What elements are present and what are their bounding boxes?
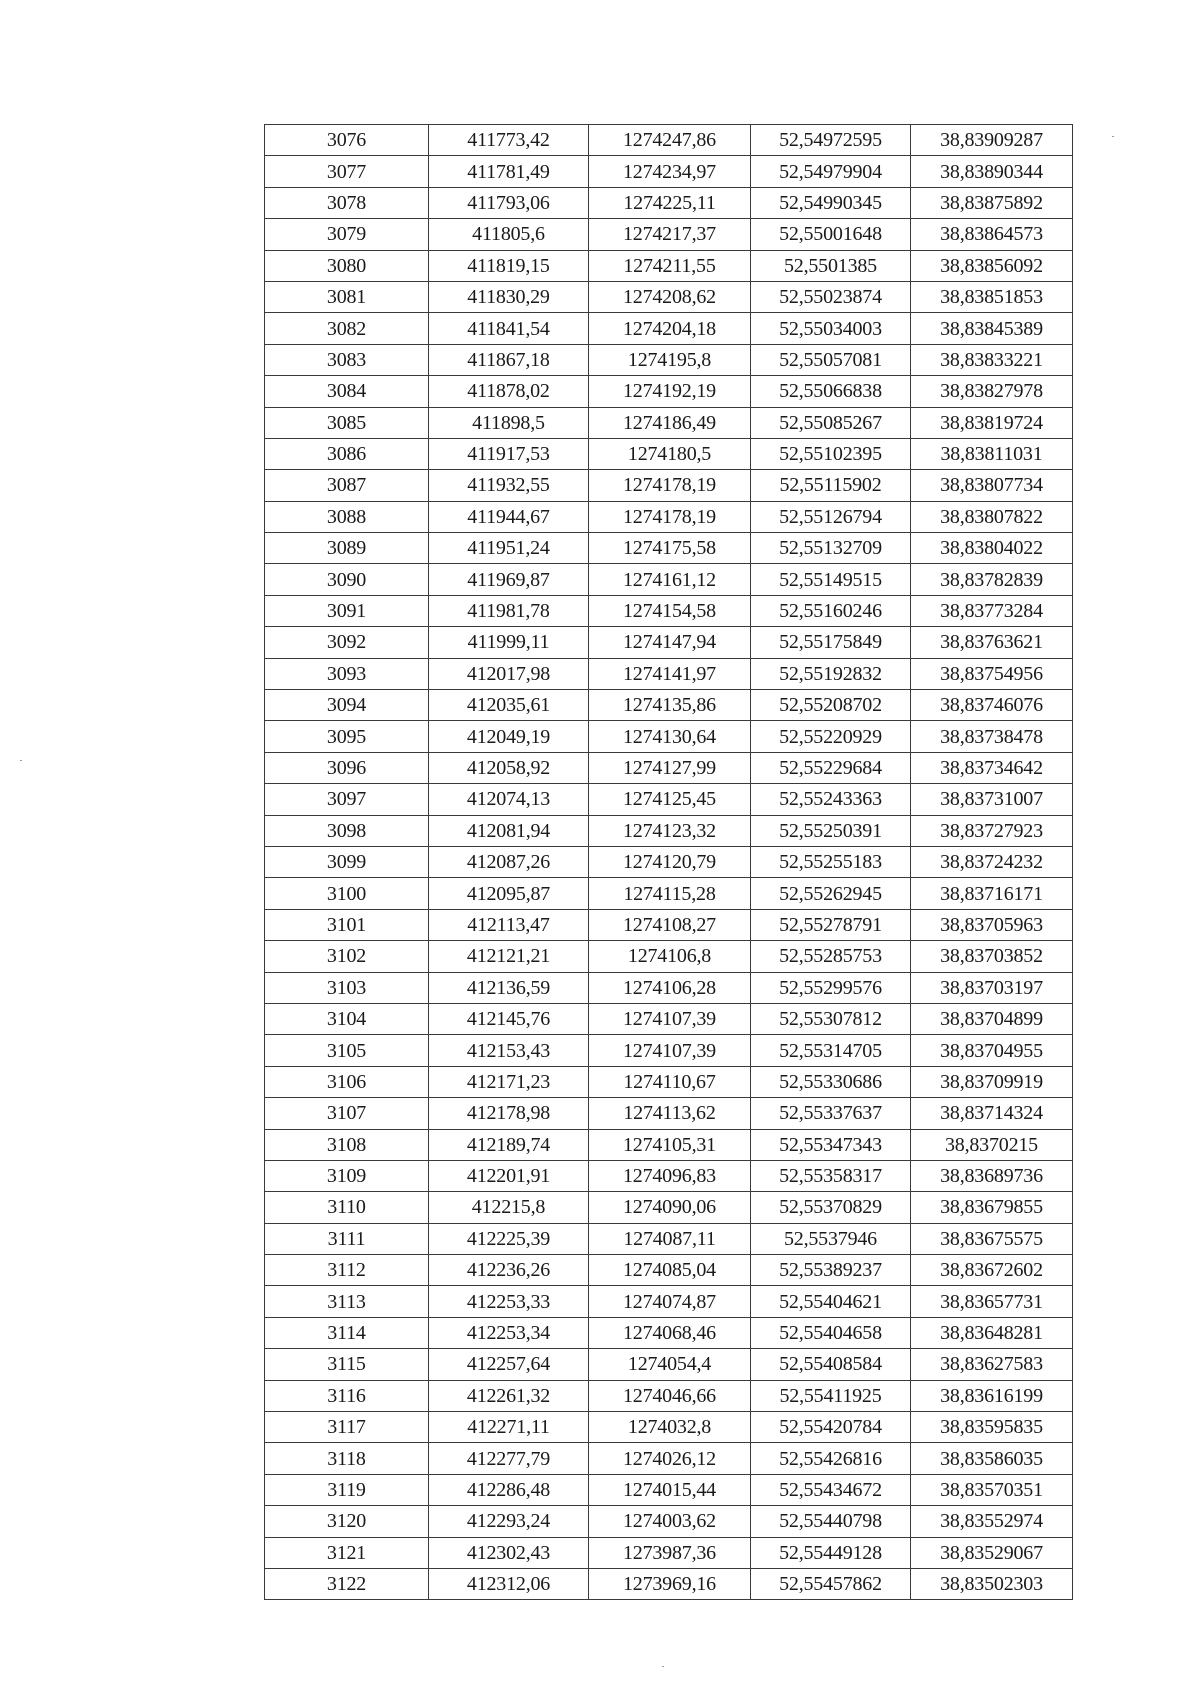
table-row (265, 1035, 1073, 1066)
y-coordinate-cell: 1274115,28 (589, 878, 751, 909)
point-number-cell: 3107 (265, 1098, 429, 1129)
longitude-cell: 38,83724232 (911, 846, 1073, 877)
x-coordinate-cell: 412302,43 (429, 1537, 589, 1568)
table-row (265, 344, 1073, 375)
longitude-cell: 38,83875892 (911, 187, 1073, 218)
latitude-cell: 52,54990345 (751, 187, 911, 218)
latitude-cell: 52,55370829 (751, 1192, 911, 1223)
y-coordinate-cell: 1274015,44 (589, 1474, 751, 1505)
longitude-cell: 38,83714324 (911, 1098, 1073, 1129)
y-coordinate-cell: 1274208,62 (589, 281, 751, 312)
point-number-cell: 3085 (265, 407, 429, 438)
y-coordinate-cell: 1274123,32 (589, 815, 751, 846)
y-coordinate-cell: 1274074,87 (589, 1286, 751, 1317)
table-row (265, 470, 1073, 501)
x-coordinate-cell: 411944,67 (429, 501, 589, 532)
point-number-cell: 3097 (265, 784, 429, 815)
table-row (265, 658, 1073, 689)
table-row (265, 1286, 1073, 1317)
longitude-cell: 38,83627583 (911, 1349, 1073, 1380)
latitude-cell: 52,55102395 (751, 438, 911, 469)
longitude-cell: 38,83570351 (911, 1474, 1073, 1505)
latitude-cell: 52,55299576 (751, 972, 911, 1003)
point-number-cell: 3077 (265, 156, 429, 187)
x-coordinate-cell: 412201,91 (429, 1160, 589, 1191)
longitude-cell: 38,83864573 (911, 219, 1073, 250)
y-coordinate-cell: 1274147,94 (589, 627, 751, 658)
point-number-cell: 3118 (265, 1443, 429, 1474)
coordinates-table-body (265, 125, 1073, 1600)
point-number-cell: 3115 (265, 1349, 429, 1380)
latitude-cell: 52,55229684 (751, 752, 911, 783)
x-coordinate-cell: 411773,42 (429, 125, 589, 156)
x-coordinate-cell: 411805,6 (429, 219, 589, 250)
x-coordinate-cell: 411932,55 (429, 470, 589, 501)
y-coordinate-cell: 1274127,99 (589, 752, 751, 783)
longitude-cell: 38,83679855 (911, 1192, 1073, 1223)
point-number-cell: 3113 (265, 1286, 429, 1317)
point-number-cell: 3098 (265, 815, 429, 846)
table-row (265, 1537, 1073, 1568)
point-number-cell: 3080 (265, 250, 429, 281)
table-row (265, 1412, 1073, 1443)
latitude-cell: 52,55255183 (751, 846, 911, 877)
longitude-cell: 38,83807734 (911, 470, 1073, 501)
latitude-cell: 52,55192832 (751, 658, 911, 689)
latitude-cell: 52,54979904 (751, 156, 911, 187)
table-row (265, 1349, 1073, 1380)
x-coordinate-cell: 411841,54 (429, 313, 589, 344)
table-row (265, 972, 1073, 1003)
y-coordinate-cell: 1274032,8 (589, 1412, 751, 1443)
table-row (265, 595, 1073, 626)
table-row (265, 125, 1073, 156)
longitude-cell: 38,83782839 (911, 564, 1073, 595)
point-number-cell: 3105 (265, 1035, 429, 1066)
point-number-cell: 3081 (265, 281, 429, 312)
longitude-cell: 38,83704955 (911, 1035, 1073, 1066)
point-number-cell: 3089 (265, 533, 429, 564)
latitude-cell: 52,55262945 (751, 878, 911, 909)
table-row (265, 941, 1073, 972)
point-number-cell: 3076 (265, 125, 429, 156)
y-coordinate-cell: 1273987,36 (589, 1537, 751, 1568)
longitude-cell: 38,83552974 (911, 1506, 1073, 1537)
x-coordinate-cell: 411898,5 (429, 407, 589, 438)
latitude-cell: 52,54972595 (751, 125, 911, 156)
latitude-cell: 52,55001648 (751, 219, 911, 250)
x-coordinate-cell: 412095,87 (429, 878, 589, 909)
table-row (265, 501, 1073, 532)
x-coordinate-cell: 412189,74 (429, 1129, 589, 1160)
y-coordinate-cell: 1274068,46 (589, 1317, 751, 1348)
y-coordinate-cell: 1274192,19 (589, 376, 751, 407)
table-row (265, 438, 1073, 469)
longitude-cell: 38,83754956 (911, 658, 1073, 689)
table-row (265, 1003, 1073, 1034)
longitude-cell: 38,8370215 (911, 1129, 1073, 1160)
latitude-cell: 52,55404658 (751, 1317, 911, 1348)
longitude-cell: 38,83856092 (911, 250, 1073, 281)
latitude-cell: 52,55411925 (751, 1380, 911, 1411)
table-row (265, 909, 1073, 940)
point-number-cell: 3091 (265, 595, 429, 626)
x-coordinate-cell: 411819,15 (429, 250, 589, 281)
longitude-cell: 38,83716171 (911, 878, 1073, 909)
y-coordinate-cell: 1274225,11 (589, 187, 751, 218)
scan-speck (1112, 136, 1114, 137)
latitude-cell: 52,55034003 (751, 313, 911, 344)
x-coordinate-cell: 412113,47 (429, 909, 589, 940)
table-row (265, 1317, 1073, 1348)
y-coordinate-cell: 1274120,79 (589, 846, 751, 877)
x-coordinate-cell: 411981,78 (429, 595, 589, 626)
point-number-cell: 3104 (265, 1003, 429, 1034)
longitude-cell: 38,83734642 (911, 752, 1073, 783)
y-coordinate-cell: 1274108,27 (589, 909, 751, 940)
longitude-cell: 38,83851853 (911, 281, 1073, 312)
y-coordinate-cell: 1274130,64 (589, 721, 751, 752)
point-number-cell: 3086 (265, 438, 429, 469)
y-coordinate-cell: 1274106,28 (589, 972, 751, 1003)
latitude-cell: 52,55408584 (751, 1349, 911, 1380)
y-coordinate-cell: 1274247,86 (589, 125, 751, 156)
table-row (265, 815, 1073, 846)
longitude-cell: 38,83689736 (911, 1160, 1073, 1191)
y-coordinate-cell: 1274211,55 (589, 250, 751, 281)
y-coordinate-cell: 1274154,58 (589, 595, 751, 626)
y-coordinate-cell: 1274107,39 (589, 1035, 751, 1066)
latitude-cell: 52,55434672 (751, 1474, 911, 1505)
table-row (265, 533, 1073, 564)
latitude-cell: 52,55337637 (751, 1098, 911, 1129)
longitude-cell: 38,83648281 (911, 1317, 1073, 1348)
point-number-cell: 3096 (265, 752, 429, 783)
y-coordinate-cell: 1274178,19 (589, 470, 751, 501)
latitude-cell: 52,55160246 (751, 595, 911, 626)
x-coordinate-cell: 412058,92 (429, 752, 589, 783)
latitude-cell: 52,5501385 (751, 250, 911, 281)
latitude-cell: 52,55066838 (751, 376, 911, 407)
y-coordinate-cell: 1274046,66 (589, 1380, 751, 1411)
longitude-cell: 38,83616199 (911, 1380, 1073, 1411)
x-coordinate-cell: 412171,23 (429, 1066, 589, 1097)
x-coordinate-cell: 411793,06 (429, 187, 589, 218)
y-coordinate-cell: 1274125,45 (589, 784, 751, 815)
scan-speck (662, 1666, 664, 1667)
point-number-cell: 3095 (265, 721, 429, 752)
x-coordinate-cell: 412145,76 (429, 1003, 589, 1034)
latitude-cell: 52,55250391 (751, 815, 911, 846)
x-coordinate-cell: 412271,11 (429, 1412, 589, 1443)
longitude-cell: 38,83763621 (911, 627, 1073, 658)
latitude-cell: 52,55358317 (751, 1160, 911, 1191)
latitude-cell: 52,55314705 (751, 1035, 911, 1066)
longitude-cell: 38,83703197 (911, 972, 1073, 1003)
y-coordinate-cell: 1274003,62 (589, 1506, 751, 1537)
longitude-cell: 38,83502303 (911, 1568, 1073, 1599)
latitude-cell: 52,55243363 (751, 784, 911, 815)
x-coordinate-cell: 412312,06 (429, 1568, 589, 1599)
table-row (265, 407, 1073, 438)
latitude-cell: 52,55126794 (751, 501, 911, 532)
x-coordinate-cell: 412087,26 (429, 846, 589, 877)
latitude-cell: 52,55149515 (751, 564, 911, 595)
x-coordinate-cell: 412293,24 (429, 1506, 589, 1537)
point-number-cell: 3087 (265, 470, 429, 501)
longitude-cell: 38,83675575 (911, 1223, 1073, 1254)
table-row (265, 1506, 1073, 1537)
y-coordinate-cell: 1274195,8 (589, 344, 751, 375)
y-coordinate-cell: 1274090,06 (589, 1192, 751, 1223)
longitude-cell: 38,83703852 (911, 941, 1073, 972)
latitude-cell: 52,5537946 (751, 1223, 911, 1254)
table-row (265, 313, 1073, 344)
table-row (265, 376, 1073, 407)
point-number-cell: 3090 (265, 564, 429, 595)
x-coordinate-cell: 412236,26 (429, 1255, 589, 1286)
latitude-cell: 52,55057081 (751, 344, 911, 375)
table-row (265, 1066, 1073, 1097)
y-coordinate-cell: 1274096,83 (589, 1160, 751, 1191)
longitude-cell: 38,83833221 (911, 344, 1073, 375)
table-row (265, 187, 1073, 218)
point-number-cell: 3116 (265, 1380, 429, 1411)
latitude-cell: 52,55389237 (751, 1255, 911, 1286)
point-number-cell: 3078 (265, 187, 429, 218)
longitude-cell: 38,83746076 (911, 690, 1073, 721)
y-coordinate-cell: 1274087,11 (589, 1223, 751, 1254)
x-coordinate-cell: 412049,19 (429, 721, 589, 752)
x-coordinate-cell: 412286,48 (429, 1474, 589, 1505)
y-coordinate-cell: 1274204,18 (589, 313, 751, 344)
x-coordinate-cell: 412178,98 (429, 1098, 589, 1129)
latitude-cell: 52,55404621 (751, 1286, 911, 1317)
y-coordinate-cell: 1274180,5 (589, 438, 751, 469)
latitude-cell: 52,55426816 (751, 1443, 911, 1474)
x-coordinate-cell: 411999,11 (429, 627, 589, 658)
longitude-cell: 38,83827978 (911, 376, 1073, 407)
x-coordinate-cell: 411830,29 (429, 281, 589, 312)
table-row (265, 250, 1073, 281)
table-row (265, 1474, 1073, 1505)
longitude-cell: 38,83595835 (911, 1412, 1073, 1443)
x-coordinate-cell: 412017,98 (429, 658, 589, 689)
point-number-cell: 3083 (265, 344, 429, 375)
longitude-cell: 38,83890344 (911, 156, 1073, 187)
table-row (265, 219, 1073, 250)
latitude-cell: 52,55115902 (751, 470, 911, 501)
latitude-cell: 52,55085267 (751, 407, 911, 438)
table-row (265, 846, 1073, 877)
y-coordinate-cell: 1274085,04 (589, 1255, 751, 1286)
longitude-cell: 38,83738478 (911, 721, 1073, 752)
table-row (265, 878, 1073, 909)
y-coordinate-cell: 1274186,49 (589, 407, 751, 438)
point-number-cell: 3111 (265, 1223, 429, 1254)
x-coordinate-cell: 412277,79 (429, 1443, 589, 1474)
x-coordinate-cell: 411878,02 (429, 376, 589, 407)
x-coordinate-cell: 412136,59 (429, 972, 589, 1003)
table-row (265, 1223, 1073, 1254)
y-coordinate-cell: 1274026,12 (589, 1443, 751, 1474)
point-number-cell: 3117 (265, 1412, 429, 1443)
latitude-cell: 52,55285753 (751, 941, 911, 972)
x-coordinate-cell: 412215,8 (429, 1192, 589, 1223)
x-coordinate-cell: 412253,33 (429, 1286, 589, 1317)
y-coordinate-cell: 1274234,97 (589, 156, 751, 187)
table-row (265, 1380, 1073, 1411)
latitude-cell: 52,55278791 (751, 909, 911, 940)
point-number-cell: 3110 (265, 1192, 429, 1223)
table-row (265, 1160, 1073, 1191)
point-number-cell: 3103 (265, 972, 429, 1003)
point-number-cell: 3079 (265, 219, 429, 250)
y-coordinate-cell: 1273969,16 (589, 1568, 751, 1599)
table-row (265, 1443, 1073, 1474)
y-coordinate-cell: 1274113,62 (589, 1098, 751, 1129)
coordinates-table (264, 124, 1073, 1600)
longitude-cell: 38,83804022 (911, 533, 1073, 564)
point-number-cell: 3093 (265, 658, 429, 689)
latitude-cell: 52,55208702 (751, 690, 911, 721)
x-coordinate-cell: 412257,64 (429, 1349, 589, 1380)
point-number-cell: 3108 (265, 1129, 429, 1160)
x-coordinate-cell: 412261,32 (429, 1380, 589, 1411)
x-coordinate-cell: 411969,87 (429, 564, 589, 595)
latitude-cell: 52,55457862 (751, 1568, 911, 1599)
latitude-cell: 52,55420784 (751, 1412, 911, 1443)
table-row (265, 690, 1073, 721)
x-coordinate-cell: 411951,24 (429, 533, 589, 564)
table-row (265, 627, 1073, 658)
y-coordinate-cell: 1274106,8 (589, 941, 751, 972)
longitude-cell: 38,83657731 (911, 1286, 1073, 1317)
table-row (265, 1255, 1073, 1286)
latitude-cell: 52,55440798 (751, 1506, 911, 1537)
point-number-cell: 3088 (265, 501, 429, 532)
table-row (265, 1098, 1073, 1129)
latitude-cell: 52,55220929 (751, 721, 911, 752)
y-coordinate-cell: 1274161,12 (589, 564, 751, 595)
y-coordinate-cell: 1274217,37 (589, 219, 751, 250)
point-number-cell: 3106 (265, 1066, 429, 1097)
longitude-cell: 38,83586035 (911, 1443, 1073, 1474)
longitude-cell: 38,83705963 (911, 909, 1073, 940)
longitude-cell: 38,83909287 (911, 125, 1073, 156)
x-coordinate-cell: 412253,34 (429, 1317, 589, 1348)
scan-speck (20, 760, 22, 761)
point-number-cell: 3092 (265, 627, 429, 658)
point-number-cell: 3122 (265, 1568, 429, 1599)
latitude-cell: 52,55307812 (751, 1003, 911, 1034)
longitude-cell: 38,83845389 (911, 313, 1073, 344)
x-coordinate-cell: 412121,21 (429, 941, 589, 972)
latitude-cell: 52,55023874 (751, 281, 911, 312)
x-coordinate-cell: 412153,43 (429, 1035, 589, 1066)
x-coordinate-cell: 412225,39 (429, 1223, 589, 1254)
table-row (265, 752, 1073, 783)
latitude-cell: 52,55175849 (751, 627, 911, 658)
point-number-cell: 3112 (265, 1255, 429, 1286)
point-number-cell: 3114 (265, 1317, 429, 1348)
x-coordinate-cell: 411867,18 (429, 344, 589, 375)
y-coordinate-cell: 1274105,31 (589, 1129, 751, 1160)
x-coordinate-cell: 412074,13 (429, 784, 589, 815)
point-number-cell: 3119 (265, 1474, 429, 1505)
longitude-cell: 38,83704899 (911, 1003, 1073, 1034)
longitude-cell: 38,83529067 (911, 1537, 1073, 1568)
longitude-cell: 38,83731007 (911, 784, 1073, 815)
point-number-cell: 3109 (265, 1160, 429, 1191)
latitude-cell: 52,55132709 (751, 533, 911, 564)
longitude-cell: 38,83672602 (911, 1255, 1073, 1286)
point-number-cell: 3084 (265, 376, 429, 407)
y-coordinate-cell: 1274110,67 (589, 1066, 751, 1097)
point-number-cell: 3099 (265, 846, 429, 877)
point-number-cell: 3101 (265, 909, 429, 940)
longitude-cell: 38,83811031 (911, 438, 1073, 469)
y-coordinate-cell: 1274175,58 (589, 533, 751, 564)
table-row (265, 1129, 1073, 1160)
y-coordinate-cell: 1274054,4 (589, 1349, 751, 1380)
point-number-cell: 3094 (265, 690, 429, 721)
table-row (265, 1192, 1073, 1223)
longitude-cell: 38,83819724 (911, 407, 1073, 438)
y-coordinate-cell: 1274178,19 (589, 501, 751, 532)
longitude-cell: 38,83773284 (911, 595, 1073, 626)
x-coordinate-cell: 411781,49 (429, 156, 589, 187)
latitude-cell: 52,55347343 (751, 1129, 911, 1160)
latitude-cell: 52,55449128 (751, 1537, 911, 1568)
x-coordinate-cell: 411917,53 (429, 438, 589, 469)
longitude-cell: 38,83807822 (911, 501, 1073, 532)
y-coordinate-cell: 1274141,97 (589, 658, 751, 689)
table-row (265, 784, 1073, 815)
table-row (265, 564, 1073, 595)
point-number-cell: 3082 (265, 313, 429, 344)
point-number-cell: 3102 (265, 941, 429, 972)
y-coordinate-cell: 1274135,86 (589, 690, 751, 721)
longitude-cell: 38,83727923 (911, 815, 1073, 846)
point-number-cell: 3121 (265, 1537, 429, 1568)
x-coordinate-cell: 412081,94 (429, 815, 589, 846)
table-row (265, 281, 1073, 312)
table-row (265, 156, 1073, 187)
latitude-cell: 52,55330686 (751, 1066, 911, 1097)
table-row (265, 1568, 1073, 1599)
point-number-cell: 3100 (265, 878, 429, 909)
point-number-cell: 3120 (265, 1506, 429, 1537)
y-coordinate-cell: 1274107,39 (589, 1003, 751, 1034)
x-coordinate-cell: 412035,61 (429, 690, 589, 721)
table-row (265, 721, 1073, 752)
longitude-cell: 38,83709919 (911, 1066, 1073, 1097)
